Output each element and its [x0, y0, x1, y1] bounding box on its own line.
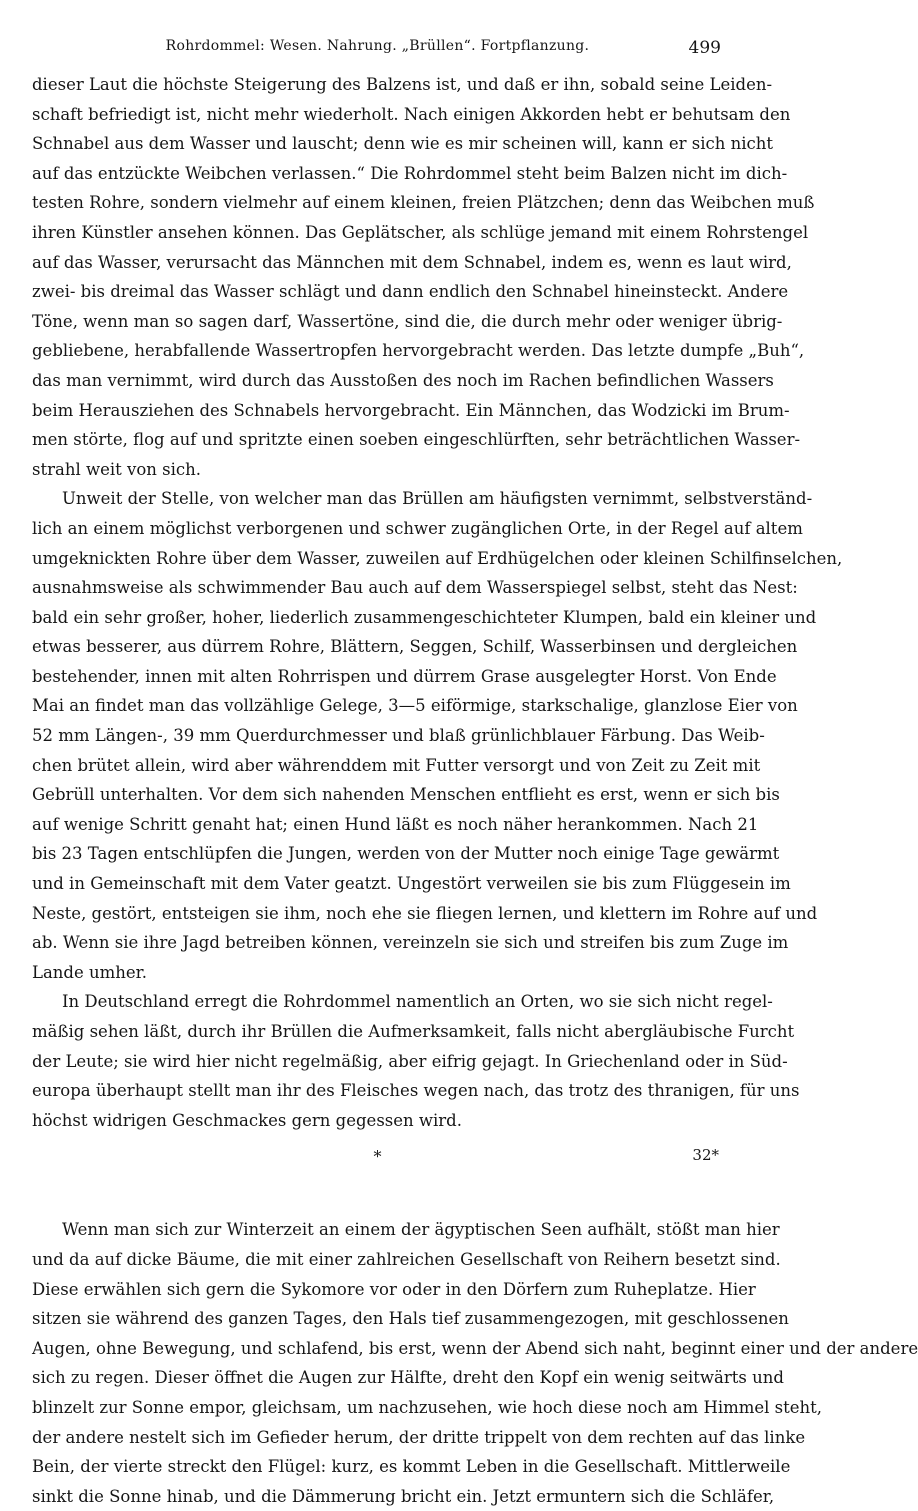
- text-line: sinkt die Sonne hinab, und die Dämmerung bricht ein. Jetzt ermuntern sich die Schläfer,: [32, 1486, 775, 1506]
- text-line: zwei- bis dreimal das Wasser schlägt und dann endlich den Schnabel hineinsteckt. Andere: [32, 282, 789, 302]
- text-line: sich zu regen. Dieser öffnet die Augen zur Hälfte, dreht den Kopf ein wenig seitwärts und: [32, 1368, 784, 1388]
- paragraph: [32, 987, 800, 1135]
- section-separator: *: [373, 1147, 382, 1167]
- paragraph: [32, 1215, 918, 1511]
- text-line: Mai an findet man das vollzählige Gelege, 3—5 eiförmige, starkschalige, glanzlose Eier von: [32, 696, 798, 716]
- text-line: auf wenige Schritt genaht hat; einen Hund läßt es noch näher herankommen. Nach 21: [32, 814, 759, 834]
- text-line: Töne, wenn man so sagen darf, Wassertöne, sind die, die durch mehr oder weniger übrig-: [32, 311, 783, 331]
- sheet-signature: 32*: [692, 1146, 719, 1164]
- text-line: ausnahmsweise als schwimmender Bau auch auf dem Wasserspiegel selbst, steht das Nest:: [32, 578, 798, 598]
- running-title: Rohrdommel: Wesen. Nahrung. „Brüllen“. Fortpflanzung.: [165, 38, 590, 54]
- text-line: auf das entzückte Weibchen verlassen.“ Die Rohrdommel steht beim Balzen nicht im dich-: [32, 163, 788, 183]
- text-line: Lande umher.: [32, 962, 147, 982]
- text-line: strahl weit von sich.: [32, 459, 201, 479]
- text-line: umgeknickten Rohre über dem Wasser, zuweilen auf Erdhügelchen oder kleinen Schilfinselchen,: [32, 548, 843, 568]
- page-number: 499: [688, 38, 721, 58]
- text-line: Gebrüll unterhalten. Vor dem sich nahenden Menschen entflieht es erst, wenn er sich bis: [32, 785, 780, 805]
- text-line: und in Gemeinschaft mit dem Vater geatzt. Ungestört verweilen sie bis zum Flüggesein im: [32, 874, 791, 894]
- text-line: schaft befriedigt ist, nicht mehr wiederholt. Nach einigen Akkorden hebt er behutsam den: [32, 104, 791, 124]
- text-line: das man vernimmt, wird durch das Ausstoßen des noch im Rachen befindlichen Wassers: [32, 370, 774, 390]
- paragraph: [32, 484, 843, 987]
- text-line: testen Rohre, sondern vielmehr auf einem kleinen, freien Plätzchen; denn das Weibchen muß: [32, 193, 815, 213]
- text-line: höchst widrigen Geschmackes gern gegessen wird.: [32, 1110, 462, 1130]
- text-line: der andere nestelt sich im Gefieder herum, der dritte trippelt von dem rechten auf das linke: [32, 1427, 806, 1447]
- text-line: lich an einem möglichst verborgenen und schwer zugänglichen Orte, in der Regel auf altem: [32, 518, 803, 538]
- text-line: Diese erwählen sich gern die Sykomore vor oder in den Dörfern zum Ruheplatze. Hier: [32, 1279, 756, 1299]
- text-line: chen brütet allein, wird aber währenddem mit Futter versorgt und von Zeit zu Zeit mit: [32, 755, 761, 775]
- text-line: 52 mm Längen-, 39 mm Querdurchmesser und blaß grünlichblauer Färbung. Das Weib-: [32, 726, 765, 746]
- text-line: Neste, gestört, entsteigen sie ihm, noch ehe sie fliegen lernen, und klettern im Rohre auf und: [32, 903, 818, 923]
- text-line: bis 23 Tagen entschlüpfen die Jungen, werden von der Mutter noch einige Tage gewärmt: [32, 844, 780, 864]
- text-line: mäßig sehen läßt, durch ihr Brüllen die Aufmerksamkeit, falls nicht abergläubische Furcht: [32, 1022, 795, 1041]
- text-line: ab. Wenn sie ihre Jagd betreiben können, vereinzeln sie sich und streifen bis zum Zuge im: [32, 933, 789, 953]
- text-line: Wenn man sich zur Winterzeit an einem der ägyptischen Seen aufhält, stößt man hier: [62, 1220, 780, 1240]
- text-line: beim Herausziehen des Schnabels hervorgebracht. Ein Männchen, das Wodzicki im Brum-: [32, 400, 790, 420]
- text-line: bestehender, innen mit alten Rohrrispen und dürrem Grase ausgelegter Horst. Von Ende: [32, 666, 777, 686]
- text-line: Bein, der vierte streckt den Flügel: kurz, es kommt Leben in die Gesellschaft. Mittlerweile: [32, 1457, 791, 1477]
- text-line: gebliebene, herabfallende Wassertropfen hervorgebracht werden. Das letzte dumpfe „Buh“,: [32, 341, 805, 361]
- text-line: Augen, ohne Bewegung, und schlafend, bis erst, wenn der Abend sich naht, beginnt einer und der andere: [32, 1338, 918, 1358]
- text-line: Unweit der Stelle, von welcher man das Brüllen am häufigsten vernimmt, selbstverständ-: [62, 489, 813, 509]
- text-line: europa überhaupt stellt man ihr des Fleisches wegen nach, das trotz des thranigen, für uns: [32, 1081, 800, 1101]
- text-line: men störte, flog auf und spritzte einen soeben eingeschlürften, sehr beträchtlichen Wasser-: [32, 430, 801, 450]
- spacer: [32, 1179, 723, 1215]
- text-line: der Leute; sie wird hier nicht regelmäßig, aber eifrig gejagt. In Griechenland oder in Süd-: [32, 1051, 788, 1071]
- text-line: ihren Künstler ansehen können. Das Geplätscher, als schlüge jemand mit einem Rohrstengel: [32, 222, 809, 242]
- text-line: blinzelt zur Sonne empor, gleichsam, um nachzusehen, wie hoch diese noch am Himmel steht,: [32, 1397, 823, 1417]
- text-line: bald ein sehr großer, hoher, liederlich zusammengeschichteter Klumpen, bald ein kleiner und: [32, 607, 817, 627]
- text-line: auf das Wasser, verursacht das Männchen mit dem Schnabel, indem es, wenn es laut wird,: [32, 252, 792, 272]
- page-header: [32, 38, 723, 68]
- text-line: dieser Laut die höchste Steigerung des Balzens ist, und daß er ihn, sobald seine Leiden-: [32, 75, 773, 94]
- text-line: Schnabel aus dem Wasser und lauscht; denn wie es mir scheinen will, kann er sich nicht: [32, 134, 773, 154]
- page-body: [32, 70, 918, 1511]
- paragraph: [32, 70, 815, 484]
- text-line: und da auf dicke Bäume, die mit einer zahlreichen Gesellschaft von Reihern besetzt sind.: [32, 1249, 781, 1269]
- text-line: In Deutschland erregt die Rohrdommel namentlich an Orten, wo sie sich nicht regel-: [62, 992, 773, 1012]
- text-line: sitzen sie während des ganzen Tages, den Hals tief zusammengezogen, mit geschlossenen: [32, 1309, 789, 1329]
- text-line: etwas besserer, aus dürrem Rohre, Blättern, Seggen, Schilf, Wasserbinsen und dergleichen: [32, 637, 798, 657]
